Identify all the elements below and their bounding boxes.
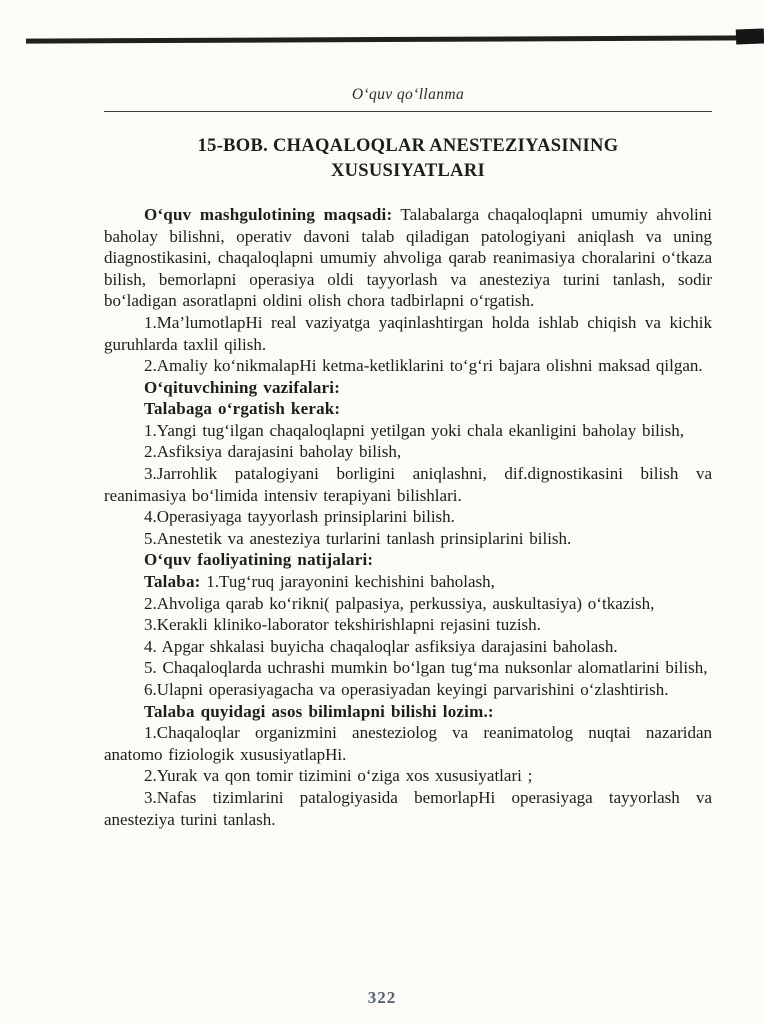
paragraph: 4. Apgar shkalasi buyicha chaqaloqlar asfiksiya darajasini baholash.: [144, 636, 618, 656]
paragraph-lead: Talabaga o‘rgatish kerak:: [144, 399, 341, 419]
paragraph-lead: O‘quv mashgulotining maqsadi:: [144, 204, 393, 224]
paragraph: 3.Nafas tizimlarini patalogiyasida bemorlapHi operasiyaga tayyorlash va anesteziya turini tanlash.: [104, 787, 712, 829]
paragraph: 1.Ma’lumotlapHi real vaziyatga yaqinlashtirgan holda ishlab chiqish va kichik guruhlarda taxlil qilish.: [104, 312, 712, 354]
paragraph: 6.Ulapni operasiyagacha va operasiyadan keyingi parvarishini o‘zlashtirish.: [144, 680, 669, 699]
paragraph: [104, 377, 712, 399]
paragraph-lead: Talaba:: [144, 572, 201, 592]
paragraph-lead: Talaba quyidagi asos bilimlapni bilishi lozim.:: [144, 701, 494, 721]
paragraph: 3.Jarrohlik patalogiyani borligini aniqlashni, dif.dignostikasini bilish va reanimasiya bo‘limida intensiv terapiyani bilishlari.: [104, 464, 712, 505]
paragraph: [104, 701, 712, 723]
scan-artifact-top-line: [26, 35, 754, 43]
paragraph-lead: O‘quv faoliyatining natijalari:: [144, 550, 374, 570]
paragraph: 1.Chaqaloqlar organizmini anesteziolog va reanimatolog nuqtai nazaridan anatomo fiziologik xususiyatlapHi.: [104, 723, 712, 764]
paragraph-lead: O‘qituvchining vazifalari:: [144, 377, 341, 397]
paragraph: 5. Chaqaloqlarda uchrashi mumkin bo‘lgan tug‘ma nuksonlar alomatlarini bilish,: [144, 658, 708, 678]
running-head: O‘quv qo‘llanma: [104, 86, 712, 112]
paragraph: [104, 398, 712, 420]
paragraph: 2.Ahvoliga qarab ko‘rikni( palpasiya, perkussiya, auskultasiya) o‘tkazish,: [144, 593, 655, 613]
paragraph: [104, 549, 712, 571]
chapter-title: [104, 134, 712, 184]
paragraph: Talaba: 1.Tug‘ruq jarayonini kechishini baholash,: [144, 572, 495, 592]
paragraph: 4.Operasiyaga tayyorlash prinsiplarini bilish.: [144, 507, 455, 527]
paragraph: 1.Yangi tug‘ilgan chaqaloqlapni yetilgan yoki chala ekanligini baholay bilish,: [144, 420, 684, 440]
paragraph: 2.Asfiksiya darajasini baholay bilish,: [144, 442, 402, 462]
paragraph: O‘quv mashgulotining maqsadi: Talabalarga chaqaloqlapni umumiy ahvolini baholay bilishni, operativ davoni talab qiladigan patologiyani aniqlash va uning diagnostikasini, chaqaloqlapni umumiy ahvoliga qarab reanimasiya choralarini o‘tkaza bilish, bemorlapni operasiya oldi tayyorlash va anesteziya turini tanlash, sodir bo‘ladigan asoratlapni oldini olish chora tadbirlapni o‘rgatish.: [104, 204, 712, 311]
body-paragraphs: [104, 204, 712, 830]
page-body: [104, 86, 712, 830]
chapter-title-line2: XUSUSIYATLARI: [330, 160, 485, 181]
page-number: 322: [367, 988, 397, 1007]
paragraph: 5.Anestetik va anesteziya turlarini tanlash prinsiplarini bilish.: [144, 528, 572, 548]
paragraph: 3.Kerakli kliniko-laborator tekshirishlapni rejasini tuzish.: [144, 615, 541, 635]
chapter-title-line1: 15-BOB. CHAQALOQLAR ANESTEZIYASINING: [197, 136, 619, 156]
paragraph: 2.Amaliy ko‘nikmalapHi ketma-ketliklarini to‘g‘ri bajara olishni maksad qilgan.: [144, 356, 703, 376]
scan-artifact-corner-mark: [736, 29, 764, 45]
paragraph: 2.Yurak va qon tomir tizimini o‘ziga xos xususiyatlari ;: [144, 766, 533, 786]
